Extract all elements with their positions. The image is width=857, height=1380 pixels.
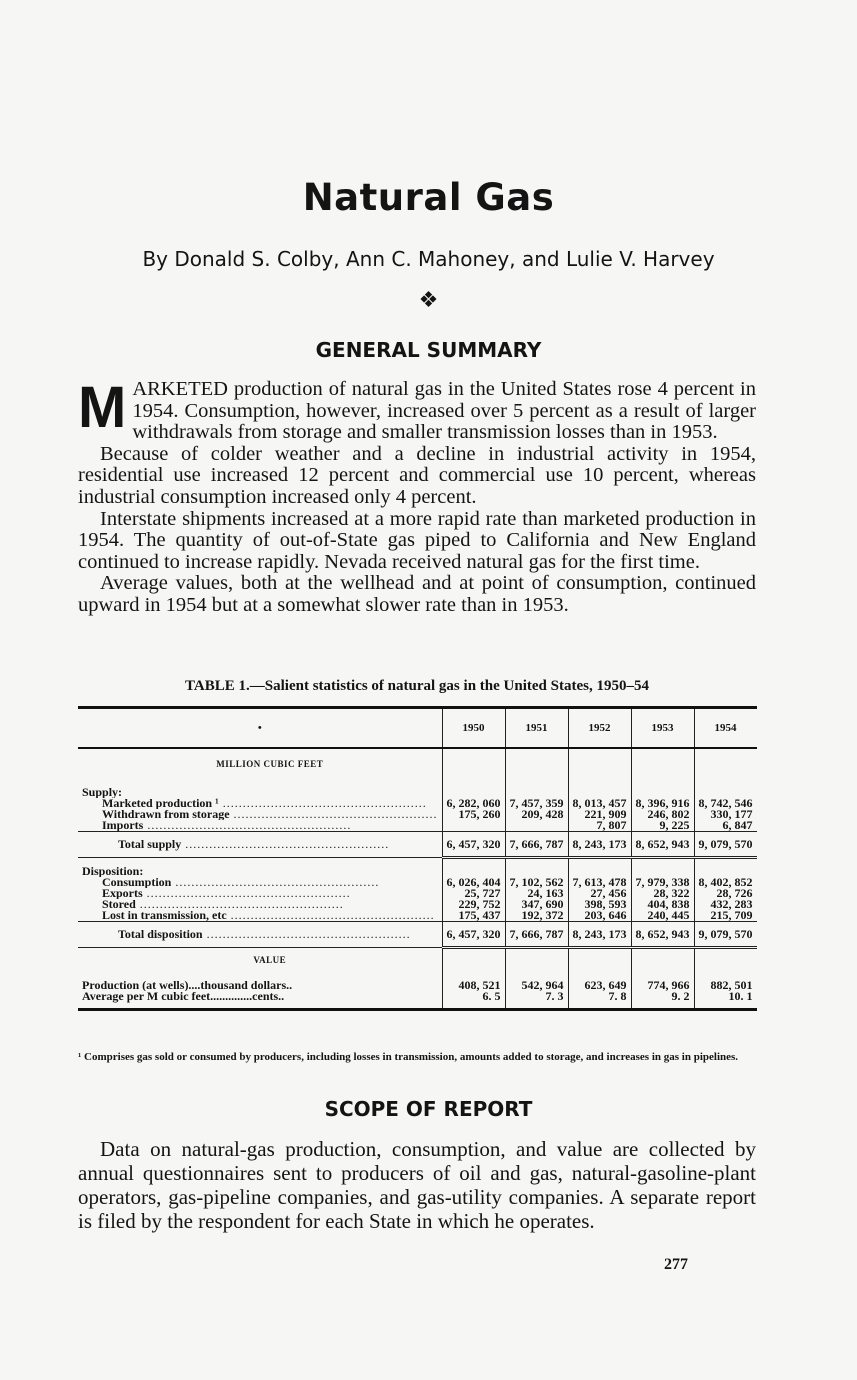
table-row	[78, 922, 757, 948]
row-label-text: Exports .....	[102, 888, 351, 899]
table-row	[78, 809, 757, 820]
table-header-row	[78, 708, 757, 749]
table-cell: 542, 964	[505, 972, 568, 991]
summary-paragraph-1	[78, 375, 756, 444]
table-cell: 8, 013, 457	[568, 798, 631, 809]
summary-paragraph-3: Interstate shipments increased at a more rapid rate than marketed production in 1954. The quantity of out-of-State gas piped to California and New England continued to increase rapidly. Nevada received natural gas for the first time.	[78, 507, 756, 573]
table-cell	[568, 748, 631, 779]
table-cell: 209, 428	[505, 809, 568, 820]
summary-paragraph-2: Because of colder weather and a decline in industrial activity in 1954, residential use increased 12 percent and commercial use 10 percent, whereas industrial consumption increased only 4 percent.	[78, 442, 756, 508]
year-header: 1952	[568, 708, 631, 749]
table-cell: 7, 979, 338	[631, 877, 694, 888]
table-cell	[694, 748, 757, 779]
table-cell: 623, 649	[568, 972, 631, 991]
row-label: Disposition:	[82, 864, 144, 877]
row-label	[78, 809, 442, 820]
row-label-text: Withdrawn from storage .....	[102, 809, 438, 820]
table-cell: 24, 163	[505, 888, 568, 899]
table-cell: 8, 402, 852	[694, 877, 757, 888]
table-row	[78, 820, 757, 832]
table-row	[78, 832, 757, 858]
section-label	[78, 948, 442, 973]
table-cell: 7, 102, 562	[505, 877, 568, 888]
section-volume-label: MILLION CUBIC FEET	[216, 758, 324, 769]
table-cell: 8, 243, 173	[568, 832, 631, 858]
table-cell: 330, 177	[694, 809, 757, 820]
year-header: 1954	[694, 708, 757, 749]
table-cell: 347, 690	[505, 899, 568, 910]
table-row	[78, 972, 757, 991]
table-cell: 432, 283	[694, 899, 757, 910]
table-cell: 7, 666, 787	[505, 922, 568, 948]
row-label-text: Total disposition .....	[118, 927, 411, 941]
row-label: Production (at wells)....thousand dollars..	[82, 978, 293, 991]
table-cell: 398, 593	[568, 899, 631, 910]
table-cell: 229, 752	[442, 899, 505, 910]
table-caption: TABLE 1.—Salient statistics of natural gas in the United States, 1950–54	[185, 678, 649, 694]
row-label-text: Stored .....	[102, 899, 344, 910]
table-cell: 9, 079, 570	[694, 832, 757, 858]
table-cell: 408, 521	[442, 972, 505, 991]
row-label-text: Marketed production ¹ .....	[102, 798, 427, 809]
table-cell	[505, 948, 568, 973]
table-cell: 246, 802	[631, 809, 694, 820]
table-cell: 404, 838	[631, 899, 694, 910]
table-cell	[442, 820, 505, 832]
drop-cap: M	[78, 375, 127, 440]
section-label	[78, 748, 442, 779]
table-cell: 175, 260	[442, 809, 505, 820]
section-row	[78, 948, 757, 973]
scope-heading: SCOPE OF REPORT	[324, 1097, 533, 1121]
row-label	[78, 888, 442, 899]
table-cell: 6, 282, 060	[442, 798, 505, 809]
year-header: 1950	[442, 708, 505, 749]
table-cell: 175, 437	[442, 910, 505, 922]
table-cell: 7, 807	[568, 820, 631, 832]
row-label	[78, 910, 442, 922]
row-label	[78, 820, 442, 832]
general-summary-text	[78, 375, 756, 617]
row-label-text: Imports .....	[102, 820, 351, 832]
table-cell: 8, 396, 916	[631, 798, 694, 809]
year-header: 1951	[505, 708, 568, 749]
table-cell: 6. 5	[442, 991, 505, 1010]
table-cell	[631, 948, 694, 973]
table-cell: 7, 666, 787	[505, 832, 568, 858]
table-cell	[631, 748, 694, 779]
stub-header: •	[78, 708, 442, 749]
table-cell: 774, 966	[631, 972, 694, 991]
row-label	[78, 798, 442, 809]
section-row	[78, 748, 757, 779]
table-cell: 9, 079, 570	[694, 922, 757, 948]
article-authors: By Donald S. Colby, Ann C. Mahoney, and Lulie V. Harvey	[142, 247, 715, 271]
table-cell: 9, 225	[631, 820, 694, 832]
section-value-label: VALUE	[253, 954, 287, 965]
table-cell	[505, 820, 568, 832]
table-cell: 7, 457, 359	[505, 798, 568, 809]
table-footnote: ¹ Comprises gas sold or consumed by producers, including losses in transmission, amounts added to storage, and increases in gas in pipelines.	[78, 1051, 739, 1063]
table-cell	[694, 948, 757, 973]
table-cell	[505, 748, 568, 779]
table-cell: 25, 727	[442, 888, 505, 899]
article-title: Natural Gas	[302, 176, 555, 219]
scope-text	[78, 1137, 756, 1233]
page-number: 277	[664, 1256, 688, 1273]
table-cell: 6, 847	[694, 820, 757, 832]
table-cell: 221, 909	[568, 809, 631, 820]
table-row	[78, 910, 757, 922]
table-cell	[442, 748, 505, 779]
table-cell: 6, 457, 320	[442, 832, 505, 858]
row-label-text: Lost in transmission, etc .....	[102, 910, 435, 922]
summary-paragraph-4: Average values, both at the wellhead and at point of consumption, continued upward in 1954 but at a somewhat slower rate than in 1953.	[78, 572, 756, 616]
row-label	[78, 832, 442, 858]
summary-paragraph-1-text: ARKETED production of natural gas in the United States rose 4 percent in 1954. Consumption, however, increased over 5 percent as a result of larger withdrawals from storage and smaller transmission losses than in 1953.	[132, 378, 756, 444]
table-cell: 28, 322	[631, 888, 694, 899]
table-cell: 192, 372	[505, 910, 568, 922]
table-cell	[442, 948, 505, 973]
ornament-icon: ❖	[418, 288, 439, 313]
table-cell: 8, 652, 943	[631, 832, 694, 858]
table-cell: 8, 742, 546	[694, 798, 757, 809]
table-cell: 28, 726	[694, 888, 757, 899]
table-cell: 9. 2	[631, 991, 694, 1010]
table-row	[78, 991, 757, 1010]
year-header: 1953	[631, 708, 694, 749]
row-label: Average per M cubic feet..............cents..	[82, 991, 285, 1003]
row-label-text: Consumption .....	[102, 877, 379, 888]
table-cell: 203, 646	[568, 910, 631, 922]
row-label	[78, 922, 442, 948]
salient-statistics-table	[78, 706, 757, 1011]
row-label	[78, 899, 442, 910]
table-cell: 6, 026, 404	[442, 877, 505, 888]
scope-paragraph-1: Data on natural-gas production, consumption, and value are collected by annual questionnaires sent to producers of oil and gas, natural-gasoline-plant operators, gas-pipeline companies, and gas-utility companies. A separate report is filed by the respondent for each State in which he operates.	[78, 1137, 756, 1233]
row-label: Supply:	[82, 785, 123, 798]
table-cell: 240, 445	[631, 910, 694, 922]
general-summary-heading: GENERAL SUMMARY	[315, 338, 542, 362]
table-cell: 882, 501	[694, 972, 757, 991]
table-cell: 7. 3	[505, 991, 568, 1010]
table-cell: 7. 8	[568, 991, 631, 1010]
table-cell: 215, 709	[694, 910, 757, 922]
row-label	[78, 877, 442, 888]
table-cell: 10. 1	[694, 991, 757, 1010]
table-cell: 7, 613, 478	[568, 877, 631, 888]
table-cell: 8, 243, 173	[568, 922, 631, 948]
table-cell: 27, 456	[568, 888, 631, 899]
row-label-text: Total supply .....	[118, 837, 389, 851]
table-cell	[568, 948, 631, 973]
table-cell: 8, 652, 943	[631, 922, 694, 948]
table-cell: 6, 457, 320	[442, 922, 505, 948]
